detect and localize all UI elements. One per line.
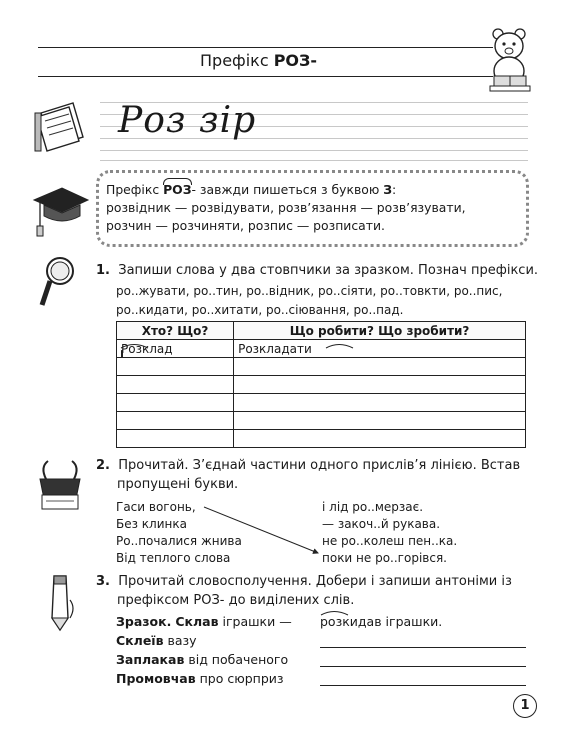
table-row[interactable] xyxy=(117,376,526,394)
words-line-2: ро..кидати, ро..хитати, ро..сіювання, ро..пад. xyxy=(116,303,404,317)
example-answer: розкидав іграшки. xyxy=(320,614,443,629)
title-top-rule xyxy=(38,47,493,48)
exercise-1-task: 1. Запиши слова у два стовпчики за зразком. Познач префікси. xyxy=(96,263,539,278)
prefix-arc xyxy=(320,610,350,616)
exercise-3-task: 3. Прочитай словосполучення. Добери і запиши антоніми із префіксом РОЗ- до виділених слів. xyxy=(96,574,512,608)
exercise-1-words xyxy=(116,282,502,320)
binder-clip-icon xyxy=(32,455,88,515)
table-row[interactable] xyxy=(117,394,526,412)
pencil-icon xyxy=(36,572,82,634)
exercise-2-task: 2. Прочитай. З’єднай частини одного прислів’я лінією. Встав пропущені букви. xyxy=(96,458,521,492)
table-header-verbs: Що робити? Що зробити? xyxy=(234,322,526,340)
notebook-icon xyxy=(33,95,89,155)
exercise-1-table xyxy=(116,321,526,448)
proverb-right: поки не ро..горівся. xyxy=(322,551,447,565)
proverb-left: Ро..почалися жнива xyxy=(116,534,242,548)
table-row[interactable] xyxy=(117,430,526,448)
page-title: Префікс РОЗ- xyxy=(200,51,318,70)
words-line-1: ро..жувати, ро..тин, ро..відник, ро..сіяти, ро..товкти, ро..пис, xyxy=(116,284,503,298)
example-verb: Розкладати xyxy=(238,341,312,356)
proverbs-right xyxy=(322,499,457,567)
handwriting-sample: Роз зір xyxy=(118,100,257,141)
graduation-cap-icon xyxy=(30,178,90,240)
exercise-3-items xyxy=(116,612,292,688)
proverb-right: і лід ро..мерзає. xyxy=(322,500,424,514)
rule-line-2: розвідник — розвідувати, розв’язання — розв’язувати, xyxy=(106,200,466,215)
table-row xyxy=(117,340,526,358)
answer-line[interactable] xyxy=(320,647,526,648)
proverb-left: Гаси вогонь, xyxy=(116,500,196,514)
matching-line xyxy=(200,500,325,560)
bear-reading-icon xyxy=(484,24,536,94)
example-noun: Розклад xyxy=(121,341,173,356)
rule-text xyxy=(106,181,466,235)
item-row: Промовчав про сюрприз xyxy=(116,671,284,686)
title-bottom-rule xyxy=(38,76,493,77)
prefix-arc xyxy=(120,343,150,349)
proverb-left: Від теплого слова xyxy=(116,551,231,565)
page-number: 1 xyxy=(513,694,537,718)
item-row: Заплакав від побаченого xyxy=(116,652,289,667)
example-row: Зразок. Склав іграшки — xyxy=(116,614,292,629)
table-header-nouns: Хто? Що? xyxy=(117,322,234,340)
magnifier-icon xyxy=(34,255,84,313)
answer-line[interactable] xyxy=(320,666,526,667)
prefix-arc xyxy=(325,343,355,349)
item-row: Склеїв вазу xyxy=(116,633,197,648)
rule-line-3: розчин — розчиняти, розпис — розписати. xyxy=(106,218,385,233)
table-row[interactable] xyxy=(117,358,526,376)
table-row[interactable] xyxy=(117,412,526,430)
proverb-right: не ро..колеш пен..ка. xyxy=(322,534,458,548)
proverb-left: Без клинка xyxy=(116,517,187,531)
proverb-right: — закоч..й рукава. xyxy=(322,517,441,531)
answer-line[interactable] xyxy=(320,685,526,686)
rule-line-1: Префікс РОЗ- завжди пишеться з буквою З: xyxy=(106,182,397,197)
